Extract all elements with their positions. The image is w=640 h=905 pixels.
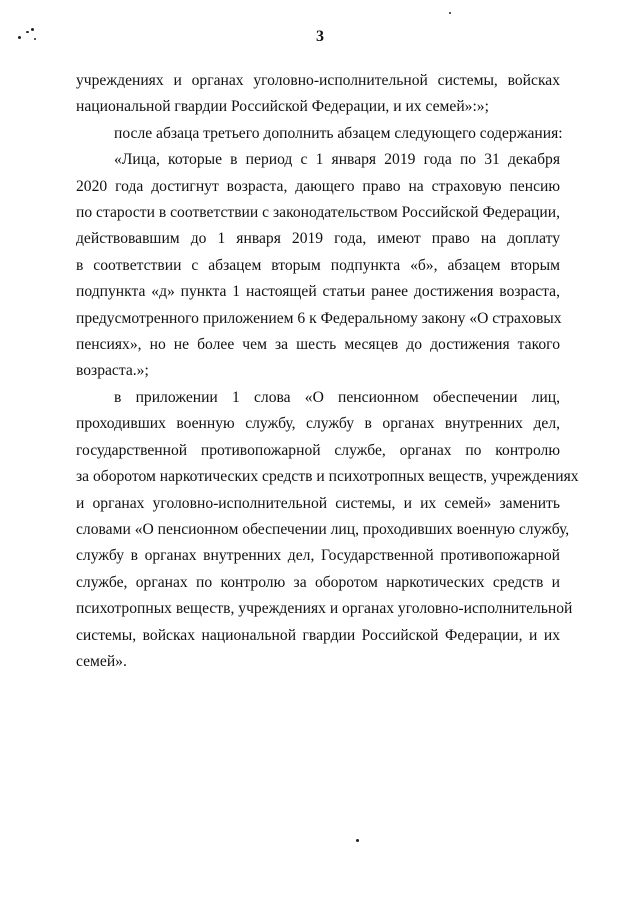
text-line: пенсиях», но не более чем за шесть месяцев до достижения такого [76, 336, 560, 354]
text-line: за оборотом наркотических средств и психотропных веществ, учреждениях [76, 468, 579, 486]
text-line: действовавшим до 1 января 2019 года, имеют право на доплату [76, 230, 560, 248]
text-line: семей». [76, 652, 127, 670]
scan-speck [356, 839, 359, 842]
text-line: в приложении 1 слова «О пенсионном обеспечении лиц, [114, 388, 560, 406]
text-line: по старости в соответствии с законодательством Российской Федерации, [76, 204, 560, 222]
text-line: учреждениях и органах уголовно-исполнительной системы, войсках [76, 72, 560, 89]
text-line: проходивших военную службу, службу в органах внутренних дел, [76, 415, 560, 433]
document-body [76, 68, 579, 675]
text-line: словами «О пенсионном обеспечении лиц, проходивших военную службу, [76, 520, 570, 538]
text-line: психотропных веществ, учреждениях и органах уголовно-исполнительной [76, 600, 573, 618]
page-number: 3 [316, 28, 324, 45]
paragraph-4 [76, 385, 579, 675]
text-line: возраста.»; [76, 362, 149, 380]
paragraph-2 [76, 121, 563, 147]
text-line: в соответствии с абзацем вторым подпункта «б», абзацем вторым [76, 256, 560, 274]
text-line: предусмотренного приложением 6 к Федеральному закону «О страховых [76, 309, 562, 327]
text-line: и органах уголовно-исполнительной системы, и их семей» заменить [76, 494, 560, 512]
paragraph-1 [76, 68, 560, 121]
text-line: национальной гвардии Российской Федерации, и их семей»:»; [76, 98, 489, 116]
text-line: после абзаца третьего дополнить абзацем следующего содержания: [114, 124, 563, 142]
text-line: службу в органах внутренних дел, Государственной противопожарной [76, 547, 560, 565]
text-line: подпункта «д» пункта 1 настоящей статьи ранее достижения возраста, [76, 283, 560, 301]
paragraph-3 [76, 147, 560, 385]
text-line: «Лица, которые в период с 1 января 2019 года по 31 декабря [114, 151, 560, 169]
text-line: службе, органах по контролю за оборотом наркотических средств и [76, 573, 560, 591]
text-line: системы, войсках национальной гвардии Российской Федерации, и их [76, 626, 560, 644]
text-line: 2020 года достигнут возраста, дающего право на страховую пенсию [76, 177, 560, 195]
scan-speck [449, 12, 451, 14]
text-line: государственной противопожарной службе, органах по контролю [76, 441, 560, 459]
